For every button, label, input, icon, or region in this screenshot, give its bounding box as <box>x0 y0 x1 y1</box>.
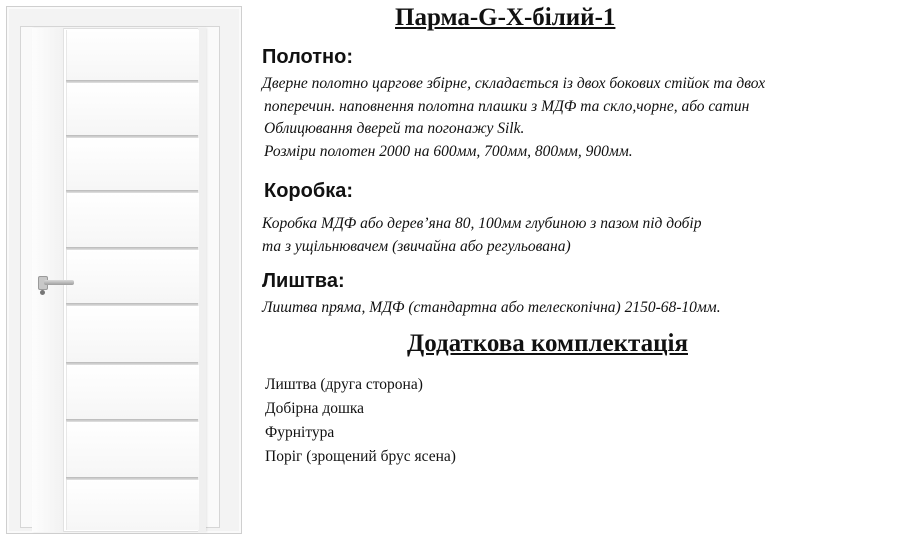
section-text-polotno <box>262 73 765 163</box>
door-lock-icon <box>40 290 45 295</box>
door-panel <box>66 250 199 303</box>
door-stile-right <box>198 28 206 532</box>
section-heading-lyshtva: Лиштва: <box>262 270 345 292</box>
extras-title: Додаткова комплектація <box>407 330 688 357</box>
product-title: Парма-G-Х-білий-1 <box>395 4 616 31</box>
text-line: Облицювання дверей та погонажу Silk. <box>264 120 525 137</box>
section-heading-korobka: Коробка: <box>264 180 354 202</box>
door-panel <box>66 138 199 190</box>
door-panel <box>66 306 199 362</box>
list-item: Фурнітура <box>265 424 335 441</box>
text-line: поперечин. наповнення полотна плашки з МДФ та скло,чорне, або сатин <box>264 97 750 115</box>
text-line: Дверне полотно царгове збірне, складається із двох бокових стійок та двох <box>262 75 766 92</box>
list-item: Добірна дошка <box>265 400 365 417</box>
section-heading-polotno: Полотно: <box>262 46 354 68</box>
door-panel <box>66 193 199 247</box>
section-text-korobka <box>262 213 702 258</box>
text-line: Лиштва пряма, МДФ (стандартна або телескопічна) 2150-68-10мм. <box>262 299 721 316</box>
door-image <box>0 0 250 540</box>
door-panel <box>66 30 199 80</box>
door-panel <box>66 83 199 135</box>
text-line: Розміри полотен 2000 на 600мм, 700мм, 800мм, 900мм. <box>264 142 633 160</box>
door-panel <box>66 480 199 530</box>
text-line: та з ущільнювачем (звичайна або регульована) <box>262 237 571 255</box>
door-handle-icon <box>44 280 74 285</box>
list-item: Лиштва (друга сторона) <box>265 376 423 393</box>
extras-list <box>265 373 456 469</box>
door-panel <box>66 422 199 477</box>
section-text-lyshtva <box>262 297 721 320</box>
text-line: Коробка МДФ або дерев’яна 80, 100мм глубиною з пазом під добір <box>262 215 702 232</box>
list-item: Поріг (зрощений брус ясена) <box>265 448 456 465</box>
door-panel <box>66 365 199 419</box>
